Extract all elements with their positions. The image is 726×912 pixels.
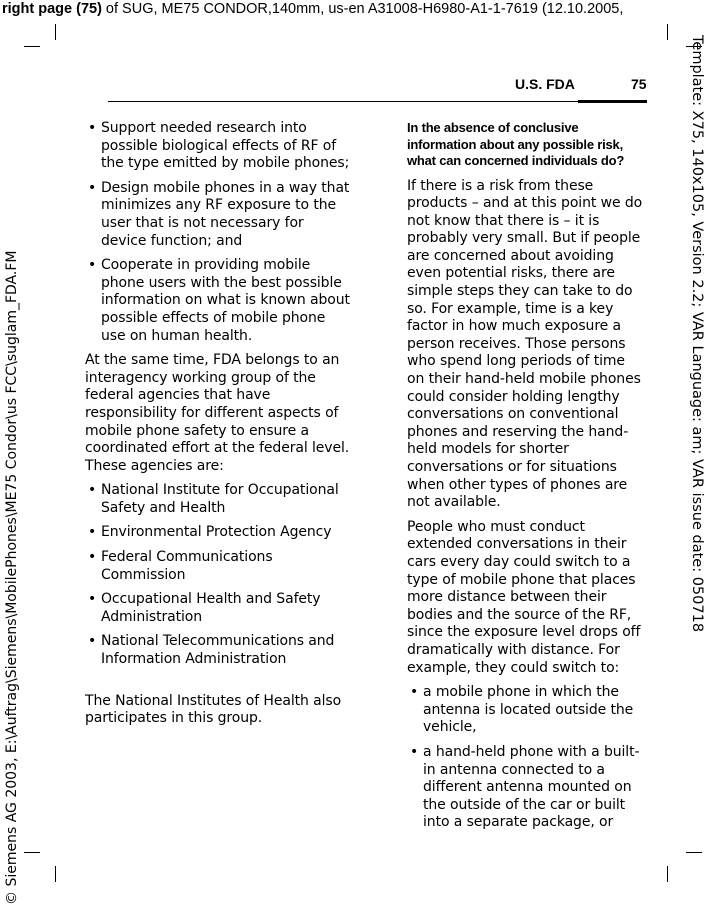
list-item: • Support needed research into possible biological effects of RF of the type emitted by mobile phones; (85, 120, 350, 173)
paragraph: At the same time, FDA belongs to an interagency working group of the federal agencies that have responsibility for different aspects of mobile phone safety to ensure a coordinated effort at the federal level. These agencies are: (85, 352, 350, 474)
page-number: 75 (631, 76, 647, 92)
list-item: • National Institute for Occupational Safety and Health (85, 482, 350, 517)
list-item: • a mobile phone in which the antenna is located outside the vehicle, (407, 684, 645, 737)
page-title: U.S. FDA (515, 76, 575, 92)
crop-mark (55, 866, 56, 882)
crop-mark (55, 24, 56, 40)
fda-goals-list (85, 120, 350, 345)
list-item: • a hand-held phone with a built-in antenna connected to a different antenna mounted on the outside of the car or built into a separate package, or (407, 744, 645, 832)
crop-mark (667, 866, 668, 882)
section-heading: In the absence of conclusive information about any possible risk, what can concerned individuals do? (407, 120, 625, 168)
paragraph: If there is a risk from these products – and at this point we do not know that there is – it is probably very small. But if people are concerned about avoiding even potential risks, there are simple steps they can take to do so. For example, time is a key factor in how much exposure a person receives. Those persons who spend long periods of time on their hand-held mobile phones could consider holding lengthy conversations on conventional phones and reserving the hand-held models for shorter conversations or for situations when other types of phones are not available. (407, 177, 643, 511)
paragraph: The National Institutes of Health also participates in this group. (85, 692, 342, 727)
list-item: • Federal Communications Commission (85, 549, 350, 584)
crop-mark (667, 24, 668, 40)
template-info: Template: X75, 140x105, Version 2.2; VAR Language: am; VAR issue date: 050718 (689, 35, 705, 633)
print-banner (2, 0, 726, 18)
copyright-path: © Siemens AG 2003, E:\Auftrag\Siemens\MobilePhones\ME75 Condor\us FCC\suglam_FDA.FM (4, 250, 20, 905)
spacer (85, 676, 350, 693)
list-item: • Occupational Health and Safety Administration (85, 591, 350, 626)
left-column (85, 120, 350, 735)
list-item: • Design mobile phones in a way that minimizes any RF exposure to the user that is not necessary for device function; and (85, 180, 350, 250)
options-list (407, 684, 645, 832)
paragraph: People who must conduct extended conversations in their cars every day could switch to a type of mobile phone that places more distance between their bodies and the source of the RF, since the exposure level drops off dramatically with distance. For example, they could switch to: (407, 518, 641, 676)
crop-mark (686, 852, 702, 853)
banner-rest: of SUG, ME75 CONDOR,140mm, us-en A31008-H6980-A1-1-7619 (12.10.2005, (101, 1, 624, 17)
header-rule-accent (578, 100, 647, 103)
header-rule (108, 101, 647, 102)
list-item: • Environmental Protection Agency (85, 524, 350, 542)
banner-bold: right page (75) (2, 1, 102, 17)
crop-mark (24, 852, 40, 853)
right-column (407, 120, 645, 839)
crop-mark (24, 46, 40, 47)
agencies-list (85, 482, 350, 668)
list-item: • Cooperate in providing mobile phone users with the best possible information on what is known about possible effects of mobile phone use on human health. (85, 257, 350, 345)
list-item: • National Telecommunications and Information Administration (85, 633, 350, 668)
